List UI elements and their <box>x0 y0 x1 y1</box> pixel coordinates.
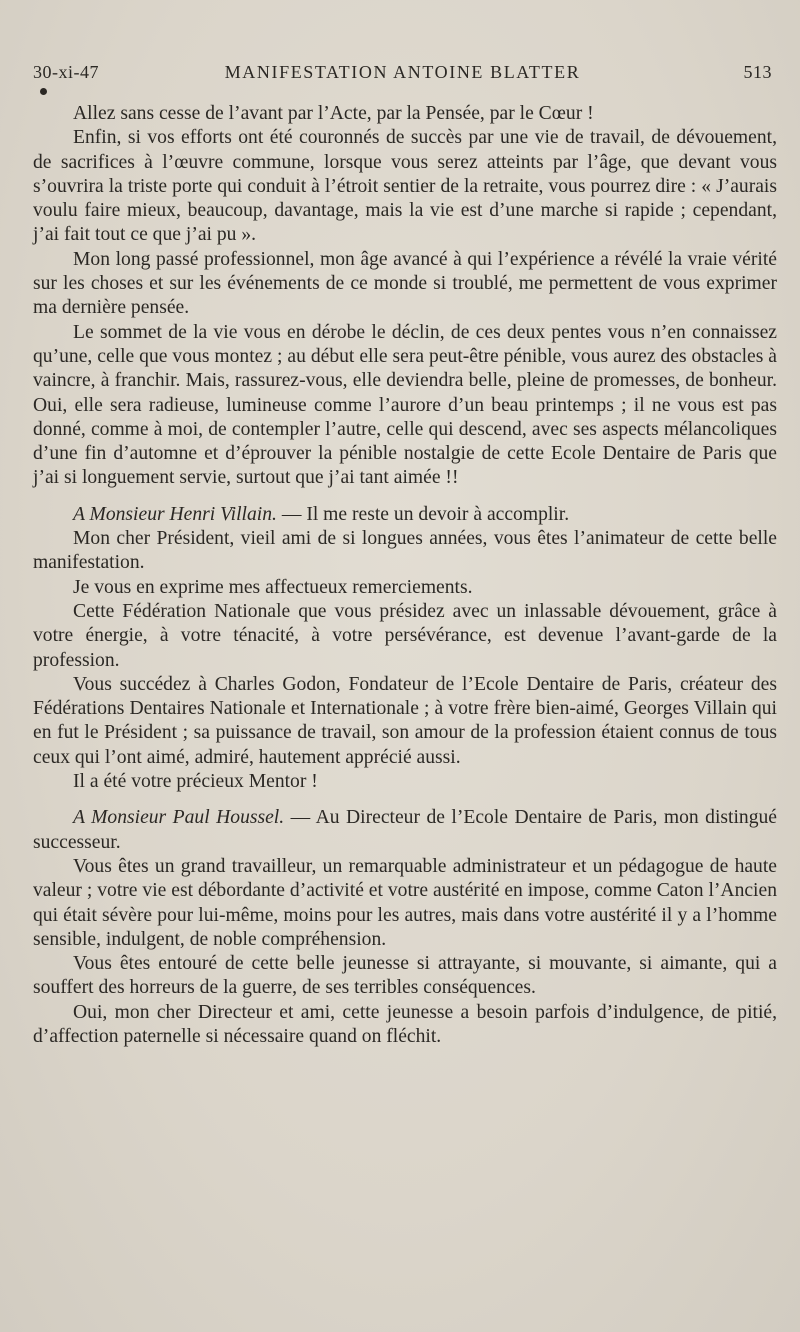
paragraph: Vous êtes entouré de cette belle jeunesse si attrayante, si mouvante, si aimante, qui a souffert des horreurs de la guerre, de ses terribles conséquences. <box>33 953 777 999</box>
houssel-lead: — Au Directeur de l’Ecole Dentaire de Paris, mon distingué successeur. <box>33 807 778 853</box>
addressee-houssel: A Monsieur Paul Houssel. <box>73 807 285 829</box>
paragraph: Il a été votre précieux Mentor ! <box>73 771 318 793</box>
paragraph: Oui, mon cher Directeur et ami, cette jeunesse a besoin parfois d’indulgence, de pitié, d’affection paternelle si nécessaire quand on fléchit. <box>33 1001 777 1047</box>
paragraph: Je vous en exprime mes affectueux remerciements. <box>73 576 473 598</box>
houssel-address-paragraph <box>33 806 777 855</box>
paragraph: Enfin, si vos efforts ont été couronnés de succès par une vie de travail, de dévouement, de sacrifices à l’œuvre commune, lorsque vous serez atteints par l’âge, que devant vous s’ouvrira la triste porte qui conduit à l’étroit sentier de la retraite, vous pourrez dire : « J’aurais voulu faire mieux, beaucoup, davantage, mais la vie est d’une marche si rapide ; cependant, j’ai fait tout ce que j’ai pu ». <box>33 127 777 246</box>
paragraph: Vous êtes un grand travailleur, un remarquable administrateur et un pédagogue de haute valeur ; votre vie est débordante d’activité et votre austérité en impose, comme Caton l’Ancien qui était sévère pour lui-même, moins pour les autres, mais dans votre austérité il y a l’homme sensible, indulgent, de noble compréhension. <box>33 855 777 950</box>
ink-dot-mark <box>40 88 47 95</box>
villain-lead: — Il me reste un devoir à accomplir. <box>276 503 570 525</box>
header-date: 30-xi-47 <box>33 62 99 82</box>
villain-address-paragraph <box>33 503 777 527</box>
body-text <box>33 102 777 1049</box>
paragraph: Vous succédez à Charles Godon, Fondateur de l’Ecole Dentaire de Paris, créateur des Fédérations Dentaires Nationale et Internationale ; à votre frère bien-aimé, Georges Villain qui en fut le Président ; sa puissance de travail, son amour de la profession étaient connus de tous ceux qui l’ont aimé, admiré, hautement apprécié aussi. <box>33 673 777 768</box>
header-title: MANIFESTATION ANTOINE BLATTER <box>224 62 581 82</box>
addressee-villain: A Monsieur Henri Villain. <box>73 503 277 525</box>
page-number: 513 <box>743 62 772 82</box>
paragraph: Le sommet de la vie vous en dérobe le déclin, de ces deux pentes vous n’en connaissez qu’une, celle que vous montez ; au début elle sera peut-être pénible, vous aurez des obstacles à vaincre, à franchir. Mais, rassurez-vous, elle deviendra belle, pleine de promesses, de bonheur. Oui, elle sera radieuse, lumineuse comme l’aurore d’un beau printemps ; il ne vous est pas donné, comme à moi, de contempler l’autre, celle qui descend, avec ses aspects mélancoliques d’une fin d’automne et d’éprouver la pénible nostalgie de cette Ecole Dentaire de Paris que j’ai si longuement servie, surtout que j’ai tant aimée !! <box>33 321 777 489</box>
paragraph: Mon cher Président, vieil ami de si longues années, vous êtes l’animateur de cette belle manifestation. <box>33 528 777 574</box>
paragraph: Allez sans cesse de l’avant par l’Acte, par la Pensée, par le Cœur ! <box>73 103 594 124</box>
paragraph: Cette Fédération Nationale que vous présidez avec un inlassable dévouement, grâce à votre énergie, à votre ténacité, à votre persévérance, est devenue l’avant-garde de la profession. <box>33 600 777 671</box>
paragraph: Mon long passé professionnel, mon âge avancé à qui l’expérience a révélé la vraie vérité sur les choses et sur les événements de ce monde si troublé, me permettent de vous exprimer ma dernière pensée. <box>33 248 777 319</box>
running-header <box>33 62 772 88</box>
